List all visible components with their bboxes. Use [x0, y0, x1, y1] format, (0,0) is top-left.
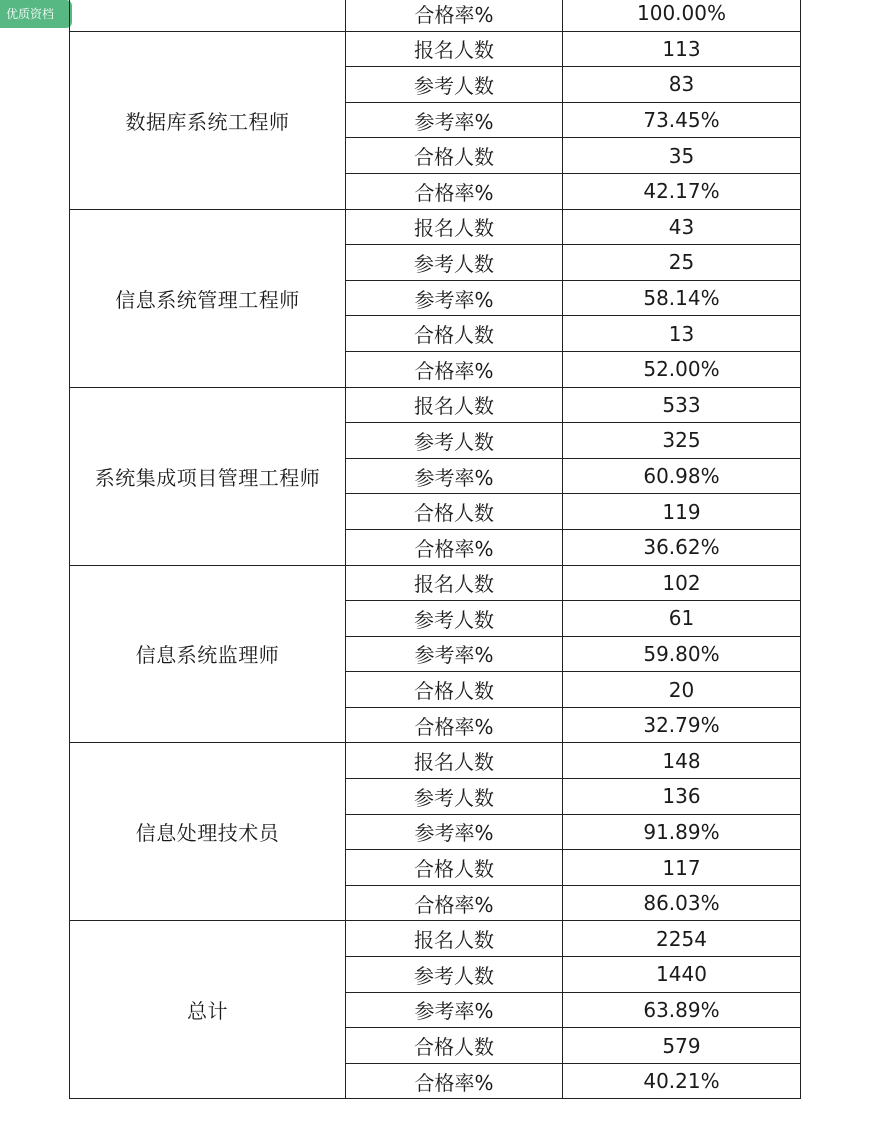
value-cell: 113 [563, 31, 801, 67]
metric-cell: 参考人数 [346, 957, 563, 993]
metric-cell: 参考率% [346, 814, 563, 850]
metric-cell: 参考率% [346, 280, 563, 316]
table-row [70, 743, 801, 779]
value-cell: 59.80% [563, 636, 801, 672]
category-cell: 系统集成项目管理工程师 [70, 387, 346, 565]
metric-cell: 合格人数 [346, 138, 563, 174]
metric-cell: 报名人数 [346, 743, 563, 779]
metric-cell: 合格人数 [346, 850, 563, 886]
table-row [70, 209, 801, 245]
metric-cell: 参考人数 [346, 67, 563, 103]
metric-cell: 合格人数 [346, 1028, 563, 1064]
value-cell: 61 [563, 601, 801, 637]
value-cell: 91.89% [563, 814, 801, 850]
value-cell: 32.79% [563, 707, 801, 743]
metric-cell: 合格率% [346, 707, 563, 743]
metric-cell: 参考率% [346, 636, 563, 672]
value-cell: 117 [563, 850, 801, 886]
metric-cell: 合格率% [346, 0, 563, 31]
value-cell: 35 [563, 138, 801, 174]
exam-stats-table [69, 0, 801, 1099]
watermark-badge: 优质资档 [0, 0, 72, 28]
table-row [70, 31, 801, 67]
table-body [70, 0, 801, 1099]
metric-cell: 参考人数 [346, 601, 563, 637]
metric-cell: 合格人数 [346, 494, 563, 530]
metric-cell: 报名人数 [346, 209, 563, 245]
value-cell: 60.98% [563, 458, 801, 494]
value-cell: 136 [563, 779, 801, 815]
metric-cell: 报名人数 [346, 387, 563, 423]
value-cell: 83 [563, 67, 801, 103]
category-cell: 信息系统管理工程师 [70, 209, 346, 387]
metric-cell: 参考人数 [346, 779, 563, 815]
metric-cell: 合格率% [346, 173, 563, 209]
value-cell: 25 [563, 245, 801, 281]
value-cell: 58.14% [563, 280, 801, 316]
value-cell: 1440 [563, 957, 801, 993]
value-cell: 36.62% [563, 529, 801, 565]
value-cell: 42.17% [563, 173, 801, 209]
metric-cell: 合格人数 [346, 672, 563, 708]
value-cell: 20 [563, 672, 801, 708]
table-row [70, 387, 801, 423]
value-cell: 148 [563, 743, 801, 779]
value-cell: 86.03% [563, 885, 801, 921]
value-cell: 119 [563, 494, 801, 530]
value-cell: 63.89% [563, 992, 801, 1028]
value-cell: 533 [563, 387, 801, 423]
metric-cell: 合格人数 [346, 316, 563, 352]
metric-cell: 合格率% [346, 1063, 563, 1099]
category-cell-continued [70, 0, 346, 31]
category-cell: 总计 [70, 921, 346, 1099]
metric-cell: 报名人数 [346, 565, 563, 601]
value-cell: 40.21% [563, 1063, 801, 1099]
metric-cell: 合格率% [346, 529, 563, 565]
value-cell: 100.00% [563, 0, 801, 31]
category-cell: 数据库系统工程师 [70, 31, 346, 209]
value-cell: 13 [563, 316, 801, 352]
category-cell: 信息系统监理师 [70, 565, 346, 743]
value-cell: 325 [563, 423, 801, 459]
metric-cell: 参考人数 [346, 245, 563, 281]
table-row [70, 565, 801, 601]
value-cell: 73.45% [563, 102, 801, 138]
value-cell: 2254 [563, 921, 801, 957]
category-cell: 信息处理技术员 [70, 743, 346, 921]
metric-cell: 参考率% [346, 992, 563, 1028]
value-cell: 579 [563, 1028, 801, 1064]
metric-cell: 参考率% [346, 458, 563, 494]
metric-cell: 合格率% [346, 885, 563, 921]
metric-cell: 合格率% [346, 351, 563, 387]
value-cell: 43 [563, 209, 801, 245]
metric-cell: 报名人数 [346, 31, 563, 67]
metric-cell: 报名人数 [346, 921, 563, 957]
table-row [70, 921, 801, 957]
value-cell: 102 [563, 565, 801, 601]
table-row [70, 0, 801, 31]
metric-cell: 参考率% [346, 102, 563, 138]
value-cell: 52.00% [563, 351, 801, 387]
metric-cell: 参考人数 [346, 423, 563, 459]
